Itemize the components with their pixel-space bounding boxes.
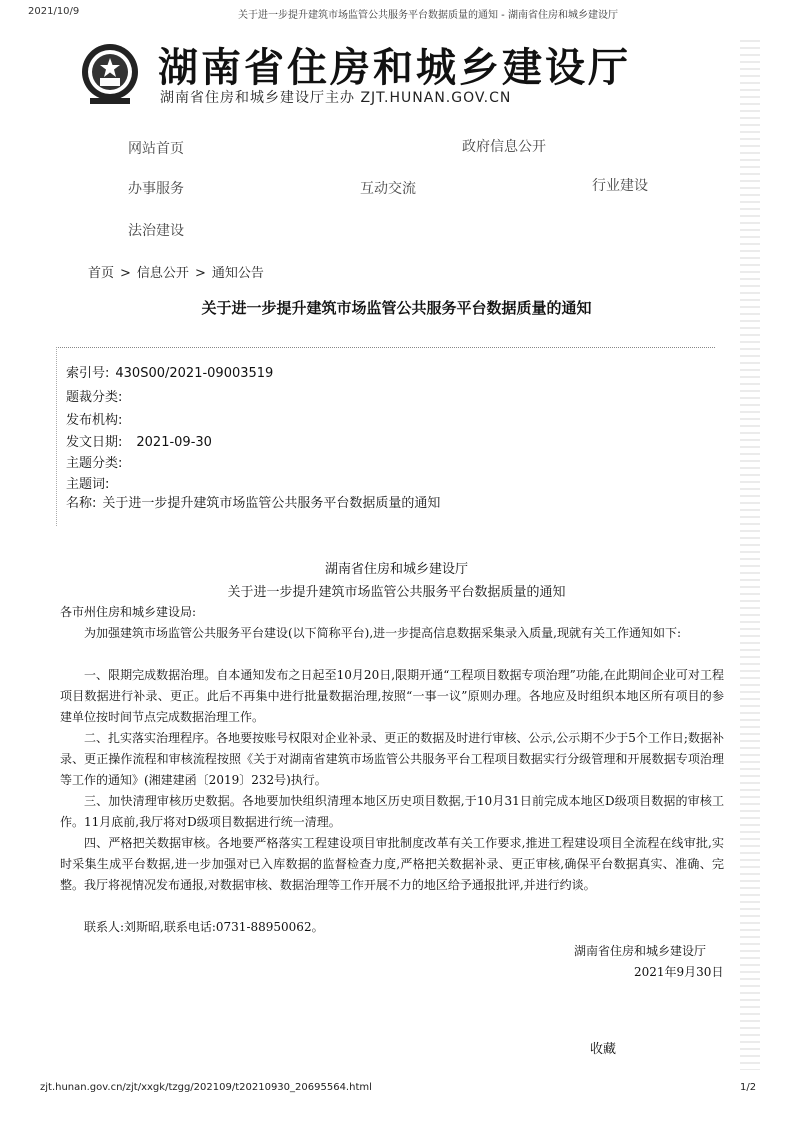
scan-edge-artifact: [740, 40, 760, 1070]
breadcrumb-separator: >: [120, 266, 131, 281]
meta-value: 2021-09-30: [136, 435, 212, 450]
nav-interact[interactable]: 互动交流: [360, 181, 416, 197]
meta-value: 关于进一步提升建筑市场监管公共服务平台数据质量的通知: [102, 496, 441, 511]
meta-row: [66, 386, 128, 405]
print-page-title: 关于进一步提升建筑市场监管公共服务平台数据质量的通知 - 湖南省住房和城乡建设厅: [238, 10, 618, 21]
breadcrumb-home[interactable]: 首页: [88, 266, 115, 281]
meta-row: [66, 492, 440, 511]
site-subtitle: 湖南省住房和城乡建设厅主办 ZJT.HUNAN.GOV.CN: [160, 90, 512, 106]
meta-row: [66, 452, 128, 471]
sign-organization: 湖南省住房和城乡建设厅: [574, 944, 707, 958]
meta-row: [66, 431, 212, 450]
breadcrumb-notice[interactable]: 通知公告: [211, 266, 264, 281]
breadcrumb-info[interactable]: 信息公开: [136, 266, 189, 281]
meta-value: 430S00/2021-09003519: [115, 366, 274, 381]
meta-row: [66, 362, 273, 381]
favorite-link[interactable]: 收藏: [590, 1042, 617, 1057]
meta-row: [66, 409, 128, 428]
footer-url: zjt.hunan.gov.cn/zjt/xxgk/tzgg/202109/t20210930_20695564.html: [40, 1082, 372, 1093]
paragraph: 三、加快清理审核历史数据。各地要加快组织清理本地区历史项目数据,于10月31日前完成本地区D级项目数据的审核工作。11月底前,我厅将对D级项目数据进行统一清理。: [60, 794, 724, 829]
meta-row: [66, 473, 115, 492]
meta-label: 索引号:: [66, 366, 110, 381]
body-heading: 关于进一步提升建筑市场监管公共服务平台数据质量的通知: [227, 585, 566, 600]
site-name: 湖南省住房和城乡建设厅: [158, 45, 631, 91]
sign-date: 2021年9月30日: [634, 965, 724, 979]
national-emblem-icon: [76, 40, 144, 108]
meta-label: 主题分类:: [66, 456, 123, 471]
page-number: 1/2: [740, 1082, 757, 1093]
nav-industry[interactable]: 行业建设: [592, 178, 648, 194]
meta-label: 发布机构:: [66, 413, 123, 428]
body-issuer: 湖南省住房和城乡建设厅: [324, 562, 468, 577]
breadcrumb-separator: >: [194, 266, 206, 281]
salutation: 各市州住房和城乡建设局:: [60, 605, 197, 619]
meta-label: 主题词:: [66, 477, 110, 492]
meta-label: 题裁分类:: [66, 390, 123, 405]
print-date: 2021/10/9: [28, 6, 80, 17]
meta-label: 名称:: [66, 496, 97, 511]
meta-label: 发文日期:: [66, 435, 123, 450]
paragraph: 二、扎实落实治理程序。各地要按账号权限对企业补录、更正的数据及时进行审核、公示,公示期不少于5个工作日;数据补录、更正操作流程和审核流程按照《关于对湖南省建筑市场监管公共服务平台工程项目数据实行分级管理和开展数据专项治理等工作的通知》(湘建建函〔2019〕232号)执行。: [60, 731, 724, 787]
paragraph: 一、限期完成数据治理。自本通知发布之日起至10月20日,限期开通“工程项目数据专项治理”功能,在此期间企业可对工程项目数据进行补录、更正。此后不再集中进行批量数据治理,按照“一事一议”原则办理。各地应及时组织本地区所有项目的参建单位按时间节点完成数据治理工作。: [60, 668, 724, 724]
nav-home[interactable]: 网站首页: [128, 141, 184, 157]
contact-line: 联系人:刘斯昭,联系电话:0731-88950062。: [84, 920, 324, 934]
nav-service[interactable]: 办事服务: [128, 181, 184, 197]
nav-gov-info[interactable]: 政府信息公开: [462, 139, 546, 155]
paragraph: 为加强建筑市场监管公共服务平台建设(以下简称平台),进一步提高信息数据采集录入质量,现就有关工作通知如下:: [84, 626, 682, 640]
paragraph: 四、严格把关数据审核。各地要严格落实工程建设项目审批制度改革有关工作要求,推进工程建设项目全流程在线审批,实时采集生成平台数据,进一步加强对已入库数据的监督检查力度,严格把关数据补录、更正审核,确保平台数据真实、准确、完整。我厅将视情况发布通报,对数据审核、数据治理等工作开展不力的地区给予通报批评,并进行约谈。: [60, 836, 724, 892]
breadcrumb: [88, 262, 264, 281]
nav-law[interactable]: 法治建设: [128, 223, 184, 239]
document-title: 关于进一步提升建筑市场监管公共服务平台数据质量的通知: [201, 299, 592, 317]
